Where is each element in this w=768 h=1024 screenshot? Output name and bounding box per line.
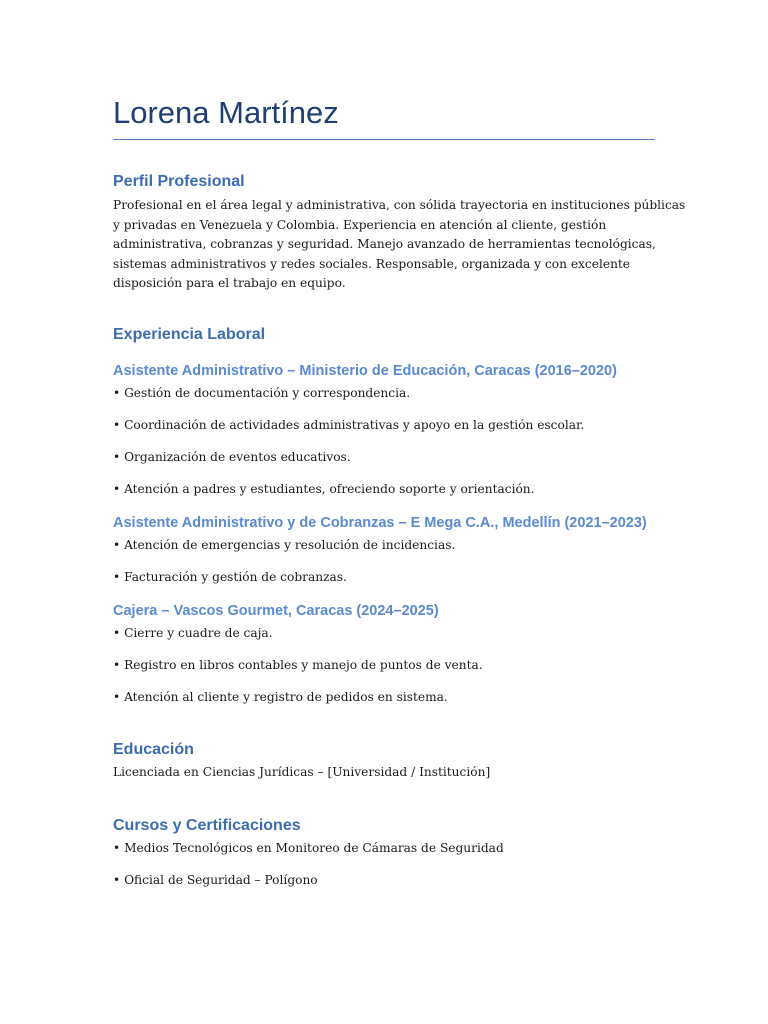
profile-heading: Perfil Profesional [113,173,245,190]
job-bullet: • Atención de emergencias y resolución de incidencias. [113,538,456,552]
profile-line: sistemas administrativos y redes sociales. Responsable, organizada y con excelente [113,256,631,271]
course-item: • Oficial de Seguridad – Polígono [113,873,318,887]
experience-heading: Experiencia Laboral [113,326,266,343]
job-title: Asistente Administrativo y de Cobranzas – E Mega C.A., Medellín (2021–2023) [113,515,647,531]
job-bullet: • Atención a padres y estudiantes, ofreciendo soporte y orientación. [113,482,535,496]
courses-heading: Cursos y Certificaciones [113,817,301,834]
job-bullet: • Cierre y cuadre de caja. [113,626,273,640]
profile-line: administrativa, cobranzas y seguridad. Manejo avanzado de herramientas tecnológicas, [113,237,656,251]
title-divider [113,139,655,140]
job-bullet: • Atención al cliente y registro de pedidos en sistema. [113,690,448,704]
job-bullet: • Facturación y gestión de cobranzas. [113,570,347,584]
education-heading: Educación [113,741,194,758]
job-bullet: • Registro en libros contables y manejo de puntos de venta. [113,658,483,672]
job-title: Cajera – Vascos Gourmet, Caracas (2024–2025) [113,603,439,619]
profile-line: y privadas en Venezuela y Colombia. Experiencia en atención al cliente, gestión [113,217,607,232]
job-bullet: • Coordinación de actividades administrativas y apoyo en la gestión escolar. [113,418,585,432]
candidate-name: Lorena Martínez [113,95,339,130]
profile-line: disposición para el trabajo en equipo. [113,276,346,290]
course-item: • Medios Tecnológicos en Monitoreo de Cámaras de Seguridad [113,841,504,855]
job-bullet: • Organización de eventos educativos. [113,450,351,464]
education-text: Licenciada en Ciencias Jurídicas – [Universidad / Institución] [113,765,491,779]
profile-line: Profesional en el área legal y administrativa, con sólida trayectoria en instituciones públicas [113,198,686,212]
job-bullet: • Gestión de documentación y correspondencia. [113,386,411,400]
job-title: Asistente Administrativo – Ministerio de Educación, Caracas (2016–2020) [113,363,617,379]
